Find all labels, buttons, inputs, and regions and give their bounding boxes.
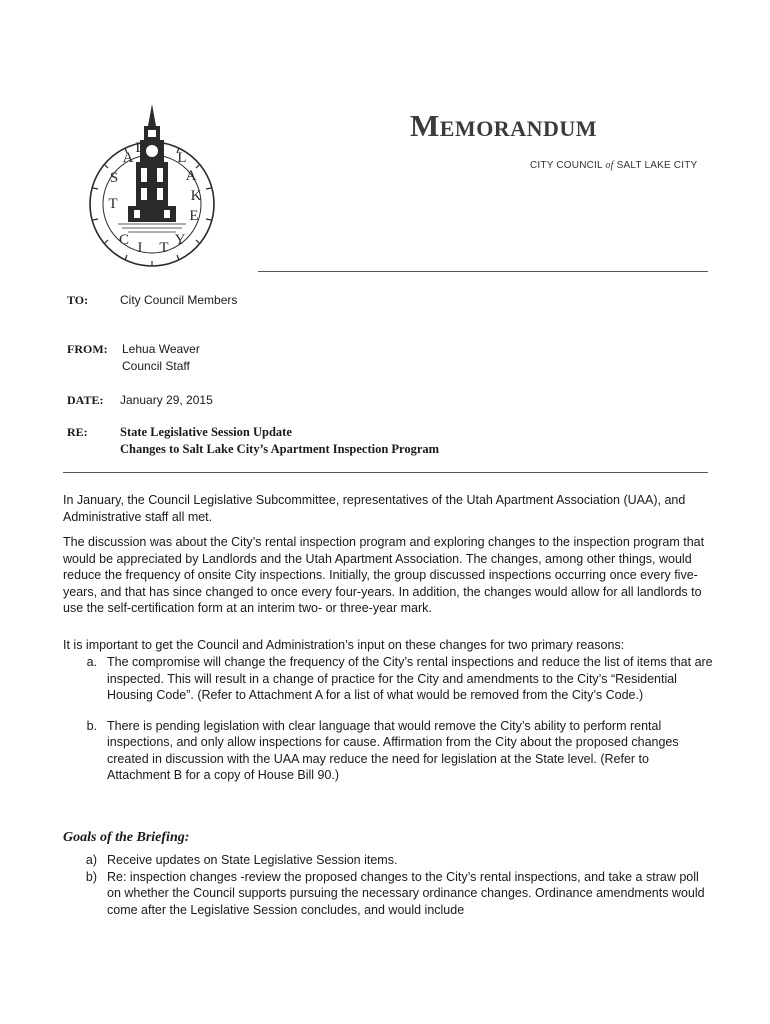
re-label: RE:: [67, 425, 88, 439]
seal-letter-A: A: [122, 150, 134, 166]
discussion-paragraph: [63, 534, 713, 617]
list-marker: b.: [86, 718, 97, 733]
seal-letter-Y: Y: [174, 232, 186, 248]
intro-paragraph-text: In January, the Council Legislative Subcommittee, representatives of the Utah Apartment Association (UAA), and Administrative staff all met.: [63, 493, 686, 524]
list-item-text: Receive updates on State Legislative Session items.: [107, 853, 398, 867]
goals-heading: Goals of the Briefing:: [63, 830, 190, 845]
seal-letter-L2: L: [177, 150, 187, 166]
list-item-text: Re: inspection changes -review the proposed changes to the City’s rental inspections, and take a straw poll on whether the Council supports pursuing the necessary ordinance changes. Ordinance amendments would come after the Legislative Session concludes, and would include: [107, 869, 705, 917]
list-marker: a): [85, 853, 97, 867]
from-label: FROM:: [67, 342, 108, 356]
reasons-intro: [63, 637, 713, 654]
seal-letter-A2: A: [185, 168, 197, 184]
list-item: [63, 654, 713, 704]
list-item: [63, 718, 713, 784]
memo-title: Memorandum: [410, 108, 598, 143]
subtitle-city-council: CITY COUNCIL: [530, 160, 603, 171]
to-value: City Council Members: [120, 293, 238, 307]
subtitle-of: of: [605, 160, 614, 171]
re-line-1: State Legislative Session Update: [120, 425, 292, 439]
reasons-intro-text: It is important to get the Council and Administration’s input on these changes for two primary reasons:: [63, 638, 625, 652]
discussion-paragraph-text: The discussion was about the City’s rental inspection program and exploring changes to the inspection program that would be appreciated by Landlords and the Utah Apartment Association. The changes, among other things, would reduce the frequency of onsite City inspections. Initially, the group discussed inspections occurring once every five-years, and that has since changed to once every four-years. In addition, the changes would allow for all landlords to use the self-certification form at an interim two- or three-year mark.: [63, 535, 705, 615]
subtitle-salt-lake-city: SALT LAKE CITY: [616, 160, 698, 171]
intro-paragraph: [63, 492, 713, 525]
goals-list: [63, 852, 713, 918]
seal-letter-S: S: [109, 170, 119, 186]
list-item: [63, 852, 713, 869]
seal-letter-C: C: [118, 232, 130, 248]
date-label: DATE:: [67, 393, 104, 407]
date-value: January 29, 2015: [120, 393, 213, 407]
list-marker: b): [85, 869, 97, 884]
seal-letter-L: L: [135, 140, 145, 156]
from-name: Lehua Weaver: [122, 342, 200, 356]
list-marker: a.: [86, 655, 97, 669]
seal-letter-K: K: [190, 188, 202, 204]
memo-subtitle: [530, 160, 697, 171]
seal-letter-T2: T: [159, 240, 169, 256]
header-divider: [258, 271, 708, 272]
re-line-2: Changes to Salt Lake City’s Apartment Inspection Program: [120, 442, 440, 456]
subject-divider: [63, 472, 708, 473]
seal-letter-T: T: [108, 196, 118, 212]
list-item-text: There is pending legislation with clear language that would remove the City’s ability to perform rental inspections, and only allow inspections for cause. Affirmation from the City about the proposed changes created in discussion with the UAA may reduce the need for legislation at the State level. (Refer to Attachment B for a copy of House Bill 90.): [107, 718, 679, 782]
to-label: TO:: [67, 293, 89, 307]
seal-letter-E: E: [189, 208, 199, 224]
salt-lake-city-seal-logo: [78, 100, 226, 270]
list-item: [63, 869, 713, 919]
list-item-text: The compromise will change the frequency of the City’s rental inspections and reduce the list of items that are inspected. This will result in a change of practice for the City and amendments to the City’s “Residential Housing Code”. (Refer to Attachment A for a list of what would be removed from the City’s Code.): [107, 655, 713, 702]
seal-letter-I: I: [137, 240, 143, 256]
from-title: Council Staff: [122, 359, 190, 373]
reasons-list: [63, 654, 713, 784]
